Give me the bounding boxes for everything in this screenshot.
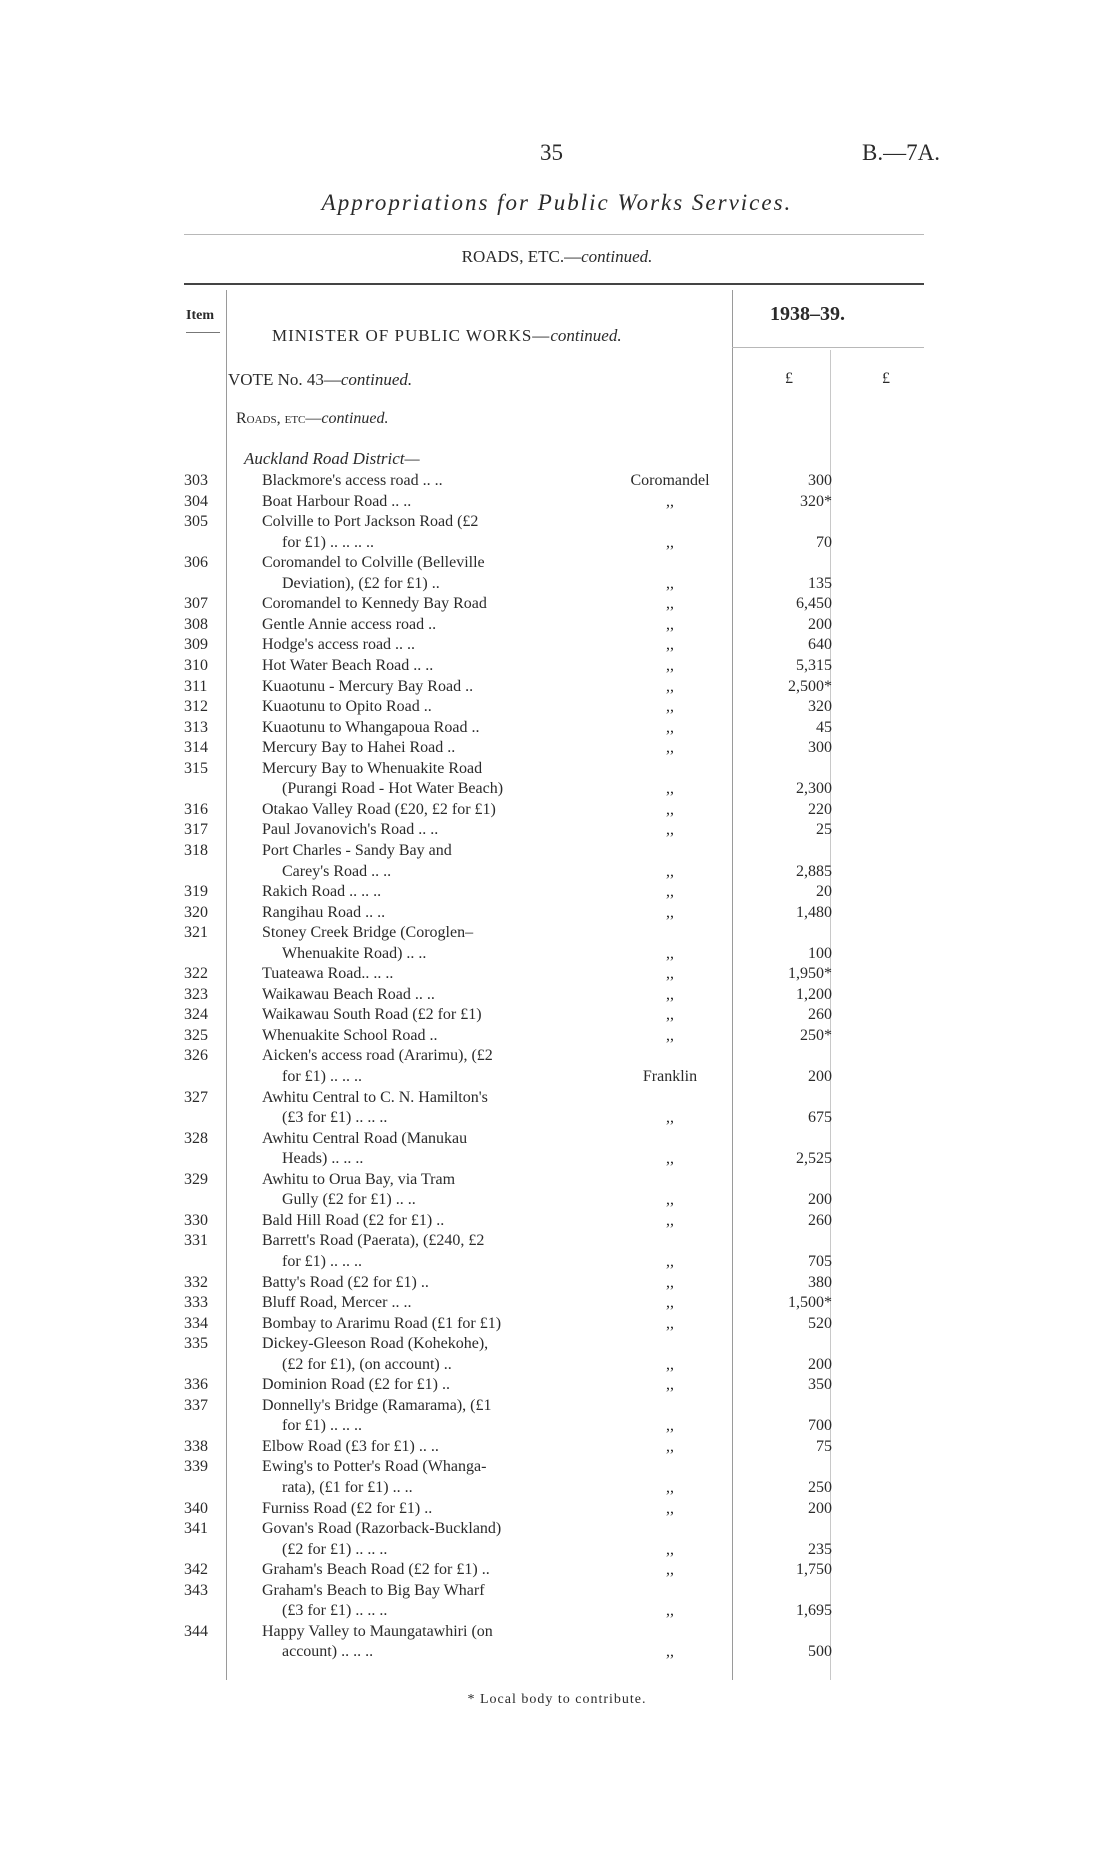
amount: 2,300 — [796, 780, 832, 798]
roads-subheading-continued: continued. — [321, 410, 389, 427]
road-description: Deviation), (£2 for £1) .. — [282, 574, 440, 592]
item-number: 315 — [184, 759, 208, 777]
road-description: Graham's Beach to Big Bay Wharf — [262, 1581, 485, 1599]
amount: 6,450 — [796, 595, 832, 613]
road-description: Rakich Road .. .. .. — [262, 883, 382, 900]
amount: 300 — [808, 739, 832, 757]
road-description: Elbow Road (£3 for £1) .. .. — [262, 1437, 439, 1455]
item-number: 326 — [184, 1047, 208, 1065]
road-description: Donnelly's Bridge (Ramarama), (£1 — [262, 1396, 492, 1414]
year-header-rule — [732, 347, 924, 348]
electoral-district: ,, — [666, 903, 674, 921]
item-number: 321 — [184, 924, 208, 942]
item-number: 304 — [184, 492, 208, 510]
road-description: (£2 for £1) .. .. .. — [282, 1540, 388, 1558]
minister-heading — [272, 326, 622, 346]
vote-heading — [228, 370, 412, 390]
item-column-divider — [226, 290, 227, 1680]
item-number: 341 — [184, 1520, 208, 1537]
electoral-district: ,, — [666, 1437, 674, 1455]
currency-symbol-1: £ — [785, 370, 793, 387]
item-header-rule — [186, 332, 220, 333]
electoral-district: ,, — [666, 821, 674, 839]
electoral-district: ,, — [666, 657, 674, 674]
electoral-district: ,, — [666, 677, 674, 695]
road-description: (Purangi Road - Hot Water Beach) — [282, 780, 504, 798]
amount: 1,480 — [796, 903, 832, 921]
electoral-district: ,, — [666, 800, 674, 818]
road-description: Port Charles - Sandy Bay and — [262, 841, 452, 859]
roads-subheading-main: Roads, etc— — [236, 410, 322, 427]
item-number: 318 — [184, 841, 208, 859]
amount: 675 — [808, 1109, 832, 1127]
amount: 350 — [808, 1376, 832, 1394]
amount: 320 — [808, 698, 832, 715]
electoral-district: ,, — [666, 1561, 674, 1579]
road-description: Colville to Port Jackson Road (£2 — [262, 513, 479, 531]
amount: 250 — [808, 1479, 832, 1496]
electoral-district: ,, — [666, 1026, 674, 1044]
road-description: (£3 for £1) .. .. .. — [282, 1602, 388, 1620]
road-description: Aicken's access road (Ararimu), (£2 — [262, 1047, 493, 1065]
section-heading-continued: continued. — [581, 247, 653, 266]
road-description: Rangihau Road .. .. — [262, 903, 386, 921]
road-description: for £1) .. .. .. — [282, 1417, 362, 1435]
amount: 200 — [808, 1499, 832, 1517]
item-number: 324 — [184, 1006, 208, 1024]
amount: 2,885 — [796, 862, 832, 880]
item-number: 328 — [184, 1129, 208, 1147]
amount: 1,500* — [788, 1294, 832, 1311]
amount: 20 — [816, 883, 832, 900]
road-description: Otakao Valley Road (£20, £2 for £1) — [262, 800, 496, 818]
minister-heading-main: MINISTER OF PUBLIC WORKS— — [272, 326, 551, 345]
district-heading: Auckland Road District— — [244, 449, 420, 468]
road-description: Govan's Road (Razorback-Buckland) — [262, 1520, 502, 1537]
currency-symbol-2: £ — [882, 370, 890, 387]
electoral-district: ,, — [666, 615, 674, 633]
road-description: (£2 for £1), (on account) .. — [282, 1355, 452, 1373]
item-number: 337 — [184, 1396, 208, 1414]
item-number: 329 — [184, 1170, 208, 1188]
item-number: 331 — [184, 1232, 208, 1250]
amount: 700 — [808, 1417, 832, 1435]
item-number: 333 — [184, 1294, 208, 1311]
item-number: 340 — [184, 1499, 208, 1517]
electoral-district: ,, — [666, 1417, 674, 1435]
year-column-header: 1938–39. — [770, 303, 845, 325]
amount: 705 — [808, 1252, 832, 1270]
amount: 100 — [808, 944, 832, 962]
amount: 220 — [808, 800, 832, 818]
amount: 250* — [800, 1026, 832, 1044]
amount: 5,315 — [796, 657, 832, 674]
section-heading — [0, 247, 1114, 267]
section-heading-main: ROADS, ETC.— — [461, 247, 582, 266]
road-description: Batty's Road (£2 for £1) .. — [262, 1273, 429, 1291]
road-description: Kuaotunu - Mercury Bay Road .. — [262, 677, 474, 695]
item-number: 327 — [184, 1088, 208, 1106]
road-description: Gentle Annie access road .. — [262, 615, 437, 633]
road-description: Mercury Bay to Whenuakite Road — [262, 759, 483, 777]
electoral-district: ,, — [666, 1540, 674, 1558]
table-top-rule — [184, 283, 924, 285]
road-description: Whenuakite School Road .. — [262, 1026, 438, 1044]
electoral-district: ,, — [666, 1643, 674, 1661]
electoral-district: ,, — [666, 636, 674, 654]
electoral-district: ,, — [666, 492, 674, 510]
amount: 260 — [808, 1211, 832, 1229]
amount: 200 — [808, 1355, 832, 1373]
amount: 25 — [816, 821, 832, 839]
road-description: Mercury Bay to Hahei Road .. — [262, 739, 456, 757]
amount: 200 — [808, 1068, 832, 1085]
road-description: Gully (£2 for £1) .. .. — [282, 1191, 416, 1209]
road-description: Heads) .. .. .. — [282, 1150, 364, 1168]
road-description: Paul Jovanovich's Road .. .. — [262, 821, 439, 839]
item-number: 310 — [184, 657, 208, 674]
electoral-district: ,, — [666, 944, 674, 962]
amount: 380 — [808, 1273, 832, 1291]
amount: 520 — [808, 1314, 832, 1332]
road-description: Bluff Road, Mercer .. .. — [262, 1294, 412, 1311]
electoral-district: ,, — [666, 574, 674, 592]
road-description: Awhitu Central Road (Manukau — [262, 1129, 468, 1147]
road-description: Waikawau South Road (£2 for £1) — [262, 1006, 482, 1024]
amount: 2,500* — [788, 677, 832, 695]
road-description: Ewing's to Potter's Road (Whanga- — [262, 1458, 487, 1476]
road-description: Coromandel to Kennedy Bay Road — [262, 595, 487, 613]
electoral-district: ,, — [666, 862, 674, 880]
item-number: 303 — [184, 472, 208, 489]
road-description: account) .. .. .. — [282, 1643, 374, 1661]
item-number: 343 — [184, 1581, 208, 1599]
electoral-district: ,, — [666, 1499, 674, 1517]
item-number: 342 — [184, 1561, 208, 1579]
road-description: Hot Water Beach Road .. .. — [262, 657, 434, 674]
electoral-district: ,, — [666, 1191, 674, 1209]
vote-heading-continued: continued. — [340, 370, 413, 389]
road-description: for £1) .. .. .. — [282, 1252, 362, 1270]
electoral-district: ,, — [666, 985, 674, 1003]
electoral-district: ,, — [666, 739, 674, 757]
road-description: Waikawau Beach Road .. .. — [262, 985, 435, 1003]
electoral-district: ,, — [666, 1294, 674, 1311]
road-description: Furniss Road (£2 for £1) .. — [262, 1499, 433, 1517]
item-number: 316 — [184, 800, 208, 818]
amount: 200 — [808, 615, 832, 633]
electoral-district: Coromandel — [630, 472, 710, 489]
electoral-district: ,, — [666, 1006, 674, 1024]
item-number: 322 — [184, 965, 208, 983]
item-number: 325 — [184, 1026, 208, 1044]
item-number: 312 — [184, 698, 208, 715]
item-number: 335 — [184, 1335, 208, 1353]
item-number: 311 — [184, 677, 208, 695]
road-description: Boat Harbour Road .. .. — [262, 492, 412, 510]
road-description: Graham's Beach Road (£2 for £1) .. — [262, 1561, 490, 1579]
electoral-district: ,, — [666, 883, 674, 900]
amount: 320* — [800, 492, 832, 510]
document-reference: B.—7A. — [862, 140, 940, 165]
amount: 260 — [808, 1006, 832, 1024]
electoral-district: ,, — [666, 1602, 674, 1620]
amount: 200 — [808, 1191, 832, 1209]
road-description: Bald Hill Road (£2 for £1) .. — [262, 1211, 445, 1229]
item-column-header: Item — [186, 308, 214, 323]
item-number: 336 — [184, 1376, 208, 1394]
electoral-district: ,, — [666, 1479, 674, 1496]
road-description: Hodge's access road .. .. — [262, 636, 416, 654]
item-number: 339 — [184, 1458, 208, 1476]
road-description: Blackmore's access road .. .. — [262, 472, 443, 489]
item-number: 323 — [184, 985, 208, 1003]
amount: 135 — [808, 574, 832, 592]
item-number: 317 — [184, 821, 208, 839]
roads-subheading — [236, 410, 389, 428]
item-number: 344 — [184, 1622, 208, 1640]
amount: 300 — [808, 472, 832, 489]
electoral-district: Franklin — [642, 1068, 698, 1085]
electoral-district: ,, — [666, 1376, 674, 1394]
electoral-district: ,, — [666, 698, 674, 715]
road-description: Coromandel to Colville (Belleville — [262, 554, 485, 572]
amount: 1,200 — [796, 985, 832, 1003]
vote-heading-main: VOTE No. 43— — [228, 370, 341, 389]
amount: 45 — [816, 718, 832, 736]
road-description: Awhitu Central to C. N. Hamilton's — [262, 1088, 488, 1106]
road-description: Happy Valley to Maungatawhiri (on — [262, 1622, 493, 1640]
item-number: 308 — [184, 615, 208, 633]
amount: 235 — [808, 1540, 832, 1558]
electoral-district: ,, — [666, 533, 674, 551]
item-number: 314 — [184, 739, 208, 757]
item-number: 306 — [184, 554, 208, 572]
road-description: for £1) .. .. .. — [282, 1068, 362, 1085]
road-description: Dominion Road (£2 for £1) .. — [262, 1376, 450, 1394]
road-description: Kuaotunu to Whangapoua Road .. — [262, 718, 480, 736]
electoral-district: ,, — [666, 1355, 674, 1373]
page-title: Appropriations for Public Works Services. — [321, 190, 793, 215]
amount: 1,695 — [796, 1602, 832, 1620]
electoral-district: ,, — [666, 1109, 674, 1127]
road-description: for £1) .. .. .. .. — [282, 533, 374, 551]
electoral-district: ,, — [666, 780, 674, 798]
item-number: 330 — [184, 1211, 208, 1229]
item-number: 320 — [184, 903, 208, 921]
road-description: Kuaotunu to Opito Road .. — [262, 698, 432, 715]
road-description: Tuateawa Road.. .. .. — [262, 965, 394, 983]
road-description: (£3 for £1) .. .. .. — [282, 1109, 388, 1127]
electoral-district: ,, — [666, 1211, 674, 1229]
road-description: Dickey-Gleeson Road (Kohekohe), — [262, 1335, 489, 1353]
electoral-district: ,, — [666, 718, 674, 736]
road-description: Bombay to Ararimu Road (£1 for £1) — [262, 1314, 502, 1332]
electoral-district: ,, — [666, 1314, 674, 1332]
electoral-district: ,, — [666, 1273, 674, 1291]
item-number: 309 — [184, 636, 208, 654]
item-number: 334 — [184, 1314, 208, 1332]
item-number: 313 — [184, 718, 208, 736]
electoral-district: ,, — [666, 1252, 674, 1270]
road-description: Whenuakite Road) .. .. — [282, 944, 427, 962]
amount: 75 — [816, 1437, 832, 1455]
item-number: 307 — [184, 595, 208, 613]
amount: 1,750 — [796, 1561, 832, 1579]
amount: 70 — [816, 533, 832, 551]
footnote: * Local body to contribute. — [467, 1692, 647, 1707]
item-number: 338 — [184, 1437, 208, 1455]
item-number: 332 — [184, 1273, 208, 1291]
road-description: Awhitu to Orua Bay, via Tram — [262, 1170, 456, 1188]
item-number: 305 — [184, 513, 208, 531]
electoral-district: ,, — [666, 965, 674, 983]
amount: 500 — [808, 1643, 832, 1661]
road-description: rata), (£1 for £1) .. .. — [282, 1479, 413, 1496]
electoral-district: ,, — [666, 595, 674, 613]
item-number: 319 — [184, 883, 208, 900]
page-number: 35 — [540, 140, 563, 165]
amount: 640 — [808, 636, 832, 654]
title-rule — [184, 234, 924, 235]
road-description: Stoney Creek Bridge (Coroglen– — [262, 924, 474, 942]
amount: 1,950* — [788, 965, 832, 983]
minister-heading-continued: continued. — [550, 326, 622, 345]
amount: 2,525 — [796, 1150, 832, 1168]
road-description: Barrett's Road (Paerata), (£240, £2 — [262, 1232, 485, 1250]
road-description: Carey's Road .. .. — [282, 862, 392, 880]
electoral-district: ,, — [666, 1150, 674, 1168]
